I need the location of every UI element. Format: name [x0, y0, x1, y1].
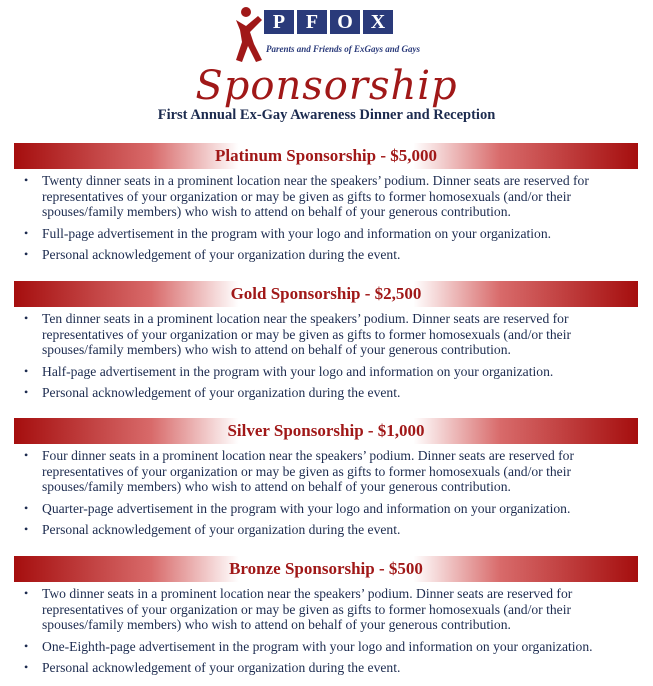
tier-benefits-list	[14, 448, 638, 538]
bullet-icon: •	[24, 225, 29, 240]
benefit-text: Personal acknowledgement of your organization during the event.	[42, 247, 401, 262]
benefit-text: Four dinner seats in a prominent location near the speakers’ podium. Dinner seats are reserved for representatives of your organization or may be given as gifts to former homosexuals (and/or their spouses/family members) who wish to attend on behalf of your generous contribution.	[42, 448, 574, 494]
tier-title: Gold Sponsorship - $2,500	[230, 284, 422, 303]
logo-tagline: Parents and Friends of ExGays and Gays	[266, 44, 421, 54]
list-item	[24, 660, 638, 676]
tier-title: Platinum Sponsorship - $5,000	[215, 146, 437, 165]
logo-letters	[264, 10, 393, 34]
list-item	[24, 247, 638, 263]
tier-header-band	[14, 556, 638, 582]
benefit-text: Personal acknowledgement of your organization during the event.	[42, 660, 401, 675]
gold-tier	[14, 281, 638, 407]
list-item	[24, 225, 638, 242]
tier-header-band	[14, 143, 638, 169]
benefit-text: Quarter-page advertisement in the program with your logo and information on your organization.	[42, 500, 571, 516]
event-subtitle: First Annual Ex-Gay Awareness Dinner and Reception	[157, 107, 496, 123]
benefit-text: Ten dinner seats in a prominent location near the speakers’ podium. Dinner seats are reserved for representatives of your organization or may be given as gifts to former homosexuals (and/or their spouses/family members) who wish to attend on behalf of your generous contribution.	[42, 311, 571, 357]
bullet-icon: •	[24, 311, 29, 325]
bullet-icon: •	[24, 522, 29, 536]
silver-tier	[14, 418, 638, 544]
pfox-logo	[232, 4, 462, 64]
list-item	[24, 522, 638, 538]
tier-benefits-list	[14, 311, 638, 401]
logo-letter: O	[330, 10, 360, 34]
benefit-text: Two dinner seats in a prominent location near the speakers’ podium. Dinner seats are reserved for representatives of your organization or may be given as gifts to former homosexuals (and/or their spouses/family members) who wish to attend on behalf of your generous contribution.	[42, 586, 573, 632]
benefit-text: Twenty dinner seats in a prominent location near the speakers’ podium. Dinner seats are reserved for representatives of your organization or may be given as gifts to former homosexuals (and/or their spouses/family members) who wish to attend on behalf of your generous contribution.	[42, 173, 589, 219]
tier-title: Bronze Sponsorship - $500	[229, 559, 423, 578]
list-item	[24, 586, 638, 633]
bronze-tier	[14, 556, 638, 682]
list-item	[24, 311, 638, 358]
bullet-icon: •	[24, 363, 29, 378]
bullet-icon: •	[24, 247, 29, 261]
logo-letter: P	[264, 10, 294, 34]
benefit-text: Full-page advertisement in the program with your logo and information on your organization.	[42, 225, 552, 241]
tier-title: Silver Sponsorship - $1,000	[227, 421, 425, 440]
page-title: Sponsorship	[195, 63, 458, 109]
list-item	[24, 500, 638, 517]
benefit-text: Half-page advertisement in the program with your logo and information on your organization.	[42, 363, 554, 379]
list-item	[24, 363, 638, 380]
tier-benefits-list	[14, 586, 638, 676]
benefit-text: Personal acknowledgement of your organization during the event.	[42, 522, 401, 537]
tier-benefits-list	[14, 173, 638, 263]
bullet-icon: •	[24, 660, 29, 674]
bullet-icon: •	[24, 586, 29, 600]
bullet-icon: •	[24, 448, 29, 462]
tier-header-band	[14, 418, 638, 444]
list-item	[24, 173, 638, 220]
logo-letter: F	[297, 10, 327, 34]
list-item	[24, 385, 638, 401]
bullet-icon: •	[24, 385, 29, 399]
bullet-icon: •	[24, 638, 29, 653]
bullet-icon: •	[24, 500, 29, 515]
bullet-icon: •	[24, 173, 29, 187]
logo-letter: X	[363, 10, 393, 34]
platinum-tier	[14, 143, 638, 269]
tier-header-band	[14, 281, 638, 307]
benefit-text: Personal acknowledgement of your organization during the event.	[42, 385, 401, 400]
list-item	[24, 448, 638, 495]
benefit-text: One-Eighth-page advertisement in the program with your logo and information on your organization.	[42, 638, 593, 654]
list-item	[24, 638, 638, 655]
